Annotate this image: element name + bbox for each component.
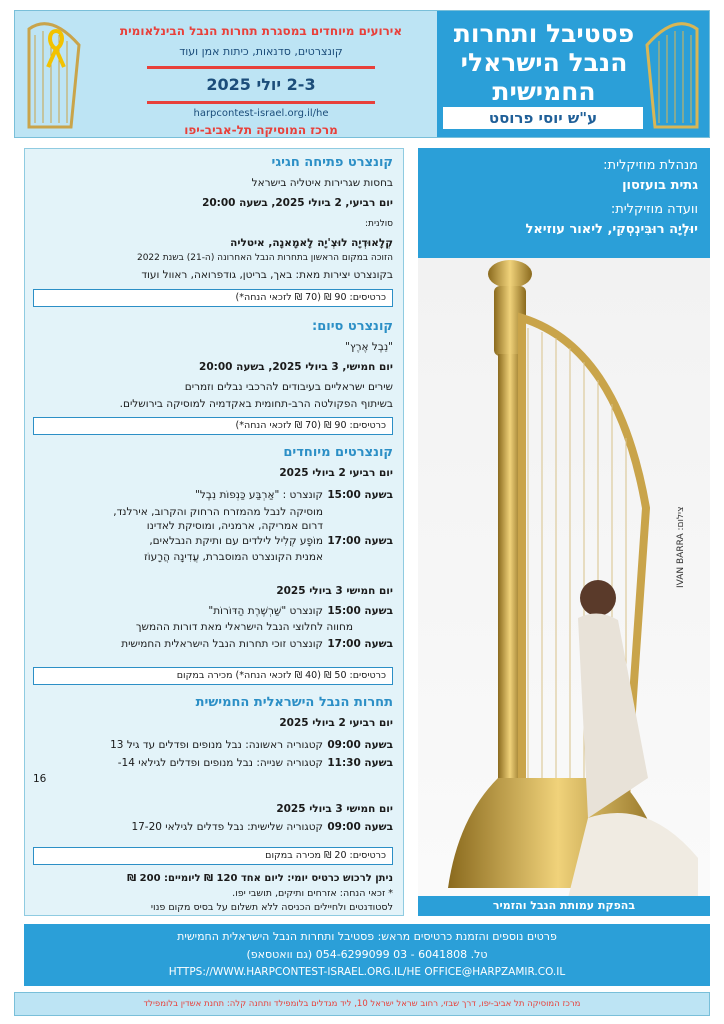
credits-panel (418, 148, 710, 916)
winner-note: הזוכה במקום הראשון בתחרות הנבל האחרונה (ה-21) בשנת 2022 (136, 253, 393, 263)
soloist-name: קְלָאוּדְיָה לוּצְ'יָה לָאמָאנָה, איטליה (230, 237, 393, 249)
header-banner (14, 10, 710, 138)
opening-program: בקונצרט יצירות מאת: באך, בריטן, גודפרואה, ראוול ועוד (141, 269, 393, 281)
photo-credit: IVAN BARRA :צילום (676, 506, 686, 588)
concert-desc: מוסיקה לנבל מהמזרח הרחוק והקרוב, אירלנד, (113, 506, 323, 518)
competition-day: יום רביעי 2 ביולי 2025 (279, 717, 393, 729)
divider (147, 66, 375, 69)
day-pass-note: ניתן לרכוש כרטיס יומי: ליום אחד 120 ₪ ליומיים: 200 ₪ (127, 873, 393, 884)
yellow-ribbon-icon (45, 29, 67, 73)
event-types: קונצרטים, סדנאות, כיתות אמן ועוד (179, 45, 343, 58)
competition-desc: קטגוריה שלישית: נבל פדלים לגילאי 17-20 (131, 821, 323, 833)
closing-desc: שירים ישראליים בעיבודים להרכבי נבלים וזמרים (184, 381, 393, 393)
closing-desc: בשיתוף הפקולטה הרב-תחומית באקדמיה למוסיקה בירושלים. (119, 398, 393, 410)
special-day: יום רביעי 2 ביולי 2025 (279, 467, 393, 479)
title-panel (437, 11, 709, 137)
harpist-photo (418, 258, 710, 898)
soloist-label: סולנית: (365, 219, 393, 229)
closing-name: "נֵבֶל אֶרֶץ" (345, 341, 393, 353)
concert-time: בשעה 15:00 (327, 605, 393, 617)
ticket-price: כרטיסים: 90 ₪ (70 ₪ לזכאי הנחה*) (33, 289, 393, 307)
festival-dates: 2-3 יולי 2025 (206, 75, 316, 94)
address-bar: מרכז המוסיקה תל אביב-יפו, דרך שבזי, רחוב שראל ישראל 10, ליד מגדלים בלומפילד ותחנה קלה: תחנת אשדין בלומפילד (14, 992, 710, 1016)
program-panel (24, 148, 404, 916)
discount-note: * זכאי הנחה: אזרחים ותיקים, תושבי יפו. (232, 888, 393, 899)
title-line: החמישית (492, 77, 596, 106)
footer-phone[interactable]: טל. 6041808 - 03 054-6299099 (גם וואטסאפ) (246, 948, 488, 961)
concert-desc: קונצרט זוכי תחרות הנבל הישראלית החמישית (121, 638, 323, 650)
competition-desc: קטגוריה שנייה: נבל מנופים ופדלים לגילאי 14- (117, 757, 323, 769)
concert-desc: מוֹפָע קְלִיל לילדים עם ותיקת הנבלאים, (149, 535, 323, 547)
divider (147, 101, 375, 104)
opening-date: יום רביעי, 2 ביולי 2025, בשעה 20:00 (202, 197, 393, 209)
director-name: גתית בועזסון (622, 178, 698, 193)
concert-desc: דרום אמריקה, ארמניה, ומוסיקת לאדינו (146, 520, 323, 532)
concert-time: בשעה 15:00 (327, 489, 393, 501)
concert-desc: קונצרט : "אַרְבַּע כַּנְפוֹת נֵבֶל" (195, 489, 323, 501)
closing-date: יום חמישי, 3 ביולי 2025, בשעה 20:00 (199, 361, 393, 373)
ticket-price: כרטיסים: 20 ₪ מכירה במקום (33, 847, 393, 865)
special-title: קונצרטים מיוחדים (283, 445, 393, 460)
contact-footer (24, 924, 710, 986)
concert-time: בשעה 17:00 (327, 638, 393, 650)
competition-time: בשעה 11:30 (327, 757, 393, 769)
competition-title: תחרות הנבל הישראלית החמישית (195, 695, 393, 710)
committee-label: וועדה מוזיקלית: (610, 202, 698, 217)
committee-names: יוּלְיָה רוּבִּינְסְקִי, ליאור עוזיאל (525, 222, 698, 237)
golden-harp-icon (418, 258, 710, 898)
footer-info: פרטים נוספים והזמנת כרטיסים מראש: פסטיבל ותחרות הנבל הישראלית החמישית (177, 930, 557, 943)
concert-time: בשעה 17:00 (327, 535, 393, 547)
producer-credit: בהפקת עמותת הנבל והזמיר (418, 896, 710, 916)
competition-day: יום חמישי 3 ביולי 2025 (276, 803, 393, 815)
competition-desc: 16 (33, 773, 47, 785)
main-title (439, 19, 649, 106)
venue: מרכז המוסיקה תל-אביב-יפו (184, 123, 338, 137)
closing-title: קונצרט סיום: (312, 319, 393, 334)
title-line: פסטיבל ותחרות (453, 19, 635, 48)
footer-links[interactable]: HTTPS://WWW.HARPCONTEST-ISRAEL.ORG.IL/HE OFFICE@HARPZAMIR.CO.IL (168, 966, 566, 978)
website-link[interactable]: harpcontest-israel.org.il/he (193, 108, 329, 119)
competition-time: בשעה 09:00 (327, 821, 393, 833)
concert-desc: אמנית הקונצרט המוסברת, עֲדִינָה הֲרָעוֹז (144, 551, 323, 563)
ticket-price: כרטיסים: 50 ₪ (40 ₪ לזכאי הנחה*) מכירה במקום (33, 667, 393, 685)
concert-desc: קונצרט "שַׁרְשֶׁרֶת הַדּוֹרוֹת" (208, 605, 323, 617)
competition-desc: קטגוריה ראשונה: נבל מנופים ופדלים עד גיל 13 (110, 739, 323, 751)
subtitle: ע"ש יוסי פרוסט (443, 107, 643, 129)
title-line: הנבל הישראלי (460, 48, 628, 77)
free-entry-note: לסטודנטים ולחיילים הכניסה ללא תשלום על בסיס מקום פנוי (150, 902, 393, 913)
concert-desc: מחווה לחלוצי הנבל הישראלי מאת דורות ההמשך (135, 621, 353, 633)
director-label: מנהלת מוזיקלית: (603, 158, 698, 173)
competition-time: בשעה 09:00 (327, 739, 393, 751)
opening-title: קונצרט פתיחה חגיגי (271, 155, 393, 170)
harp-decoration-icon (641, 15, 705, 133)
special-day: יום חמישי 3 ביולי 2025 (276, 585, 393, 597)
opening-sponsor: בחסות שגרירות איטליה בישראל (251, 177, 393, 189)
events-headline: אירועים מיוחדים במסגרת תחרות הנבל הבינלאומית (119, 24, 403, 38)
ticket-price: כרטיסים: 90 ₪ (70 ₪ לזכאי הנחה*) (33, 417, 393, 435)
